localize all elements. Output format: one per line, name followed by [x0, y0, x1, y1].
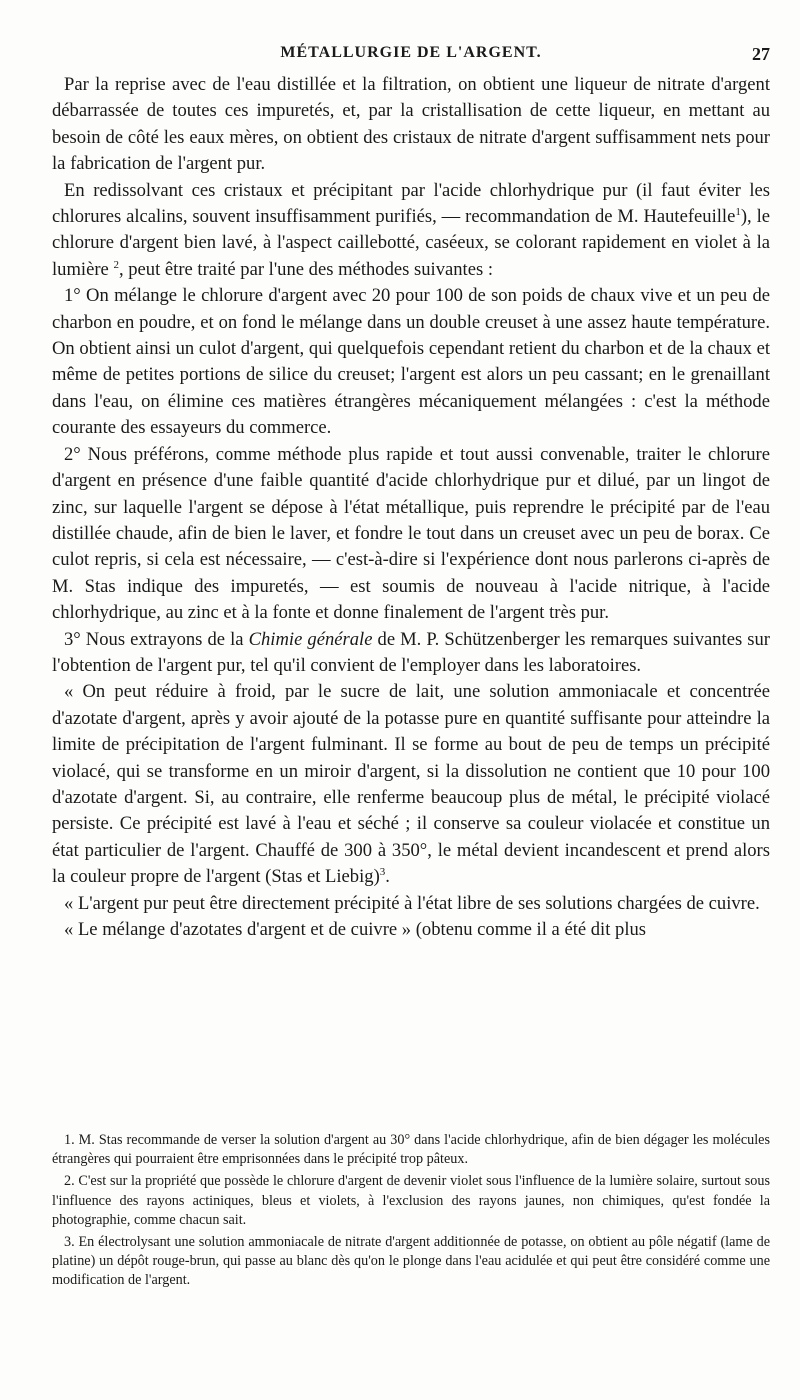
footnote-2: 2. C'est sur la propriété que possède le chlorure d'argent de devenir violet sous l'influence de la lumière solaire, surtout sous l'influence des rayons actiniques, bleus et violets, à l'exclusion des rayons jaunes, non chimiques, qu'est fondée la photographie, comme chacun sait. [52, 1173, 770, 1228]
paragraph-2 [52, 178, 770, 284]
footnote-ref-2: 2 [113, 258, 119, 271]
paragraph-2-part-c: , peut être traité par l'une des méthodes suivantes : [118, 258, 494, 280]
footnote-ref-1: 1 [735, 205, 741, 218]
paragraph-method-3 [52, 627, 770, 680]
quote-paragraph-1-part-b: . [385, 866, 390, 888]
paragraph-method-3-part-b: de M. P. Schützenberger les remarques suivantes sur l'obtention de l'argent pur, tel qu'il convient de l'employer dans les laboratoires. [52, 628, 770, 676]
paragraph-2-part-a: En redissolvant ces cristaux et précipitant par l'acide chlorhydrique pur (il faut éviter les chlorures alcalins, souvent insuffisamment purifiés, — recommandation de M. Hautefeuille [52, 179, 770, 228]
paragraph-method-1: 1° On mélange le chlorure d'argent avec 20 pour 100 de son poids de chaux vive et un peu de charbon en poudre, et on fond le mélange dans un double creuset à une assez haute température. On obtient ainsi un culot d'argent, qui quelquefois cependant retient du charbon et de la chaux et même de petites portions de silice du creuset; l'argent est alors un peu cassant; en le grenaillant dans l'eau, on élimine ces matières étrangères mécaniquement mélangées : c'est la méthode courante des essayeurs du commerce. [52, 285, 770, 439]
footnote-ref-3: 3 [379, 866, 386, 878]
paragraph-2-part-b: ), le chlorure d'argent bien lavé, à l'aspect caillebotté, caséeux, se colorant rapidement en violet à la lumière [52, 206, 770, 280]
running-title: MÉTALLURGIE DE L'ARGENT. [280, 44, 542, 61]
quote-paragraph-1-part-a: « On peut réduire à froid, par le sucre de lait, une solution ammoniacale et concentrée d'azotate d'argent, après y avoir ajouté de la potasse pure en quantité suffisante pour atteindre la limite de précipitation de l'argent fulminant. Il se forme au bout de peu de temps un précipité violacé, qui se transforme en un miroir d'argent, si la dissolution ne contient que 10 pour 100 d'azotate d'argent. Si, au contraire, elle renferme beaucoup plus de métal, le précipité violacé persiste. Ce précipité est lavé à l'eau et séché ; il conserve sa couleur violacée et constitue un état particulier de l'argent. Chauffé de 300 à 350°, le métal devient incandescent et prend alors la couleur propre de l'argent (Stas et Liebig) [52, 681, 770, 888]
paragraph-1: Par la reprise avec de l'eau distillée et la filtration, on obtient une liqueur de nitrate d'argent débarrassée de toutes ces impuretés, et, par la cristallisation de cette liqueur, en mettant au besoin de côté les eaux mères, on obtient des cristaux de nitrate d'argent suffisamment nets pour la fabrication de l'argent pur. [52, 74, 770, 175]
paragraph-method-3-part-a: 3° Nous extrayons de la [64, 628, 244, 650]
quote-paragraph-3: « Le mélange d'azotates d'argent et de cuivre » (obtenu comme il a été dit plus [64, 919, 647, 940]
footnotes [52, 1131, 770, 1294]
body-text [52, 72, 770, 943]
running-head [52, 44, 770, 68]
quote-paragraph-1 [52, 679, 770, 890]
footnote-1: 1. M. Stas recommande de verser la solution d'argent au 30° dans l'acide chlorhydrique, afin de bien dégager les molécules étrangères qui pourraient être emprisonnées dans le précipité trop pâteux. [52, 1132, 770, 1168]
page-number: 27 [752, 44, 770, 64]
footnote-3: 3. En électrolysant une solution ammoniacale de nitrate d'argent additionnée de potasse, on obtient au pôle négatif (lame de platine) un dépôt rouge-brun, qui passe au blanc dès qu'on le plonge dans l'eau acidulée et qui peut être considéré comme une modification de l'argent. [52, 1234, 770, 1289]
book-title-italic: Chimie générale [248, 628, 373, 650]
quote-paragraph-2: « L'argent pur peut être directement précipité à l'état libre de ses solutions chargées de cuivre. [64, 892, 760, 914]
paragraph-method-2: 2° Nous préférons, comme méthode plus rapide et tout aussi convenable, traiter le chlorure d'argent en présence d'une faible quantité d'acide chlorhydrique pur et dilué, par un lingot de zinc, sur laquelle l'argent se dépose à l'état métallique, puis reprendre le précipité par de l'eau distillée chaude, afin de bien le laver, et fondre le tout dans un creuset avec un peu de borax. Ce culot repris, si cela est nécessaire, — c'est-à-dire si l'expérience dont nous parlerons ci-après de M. Stas indique des impuretés, — est soumis de nouveau à l'acide nitrique, à l'acide chlorhydrique, au zinc et à la fonte et donne finalement de l'argent très pur. [52, 443, 770, 624]
